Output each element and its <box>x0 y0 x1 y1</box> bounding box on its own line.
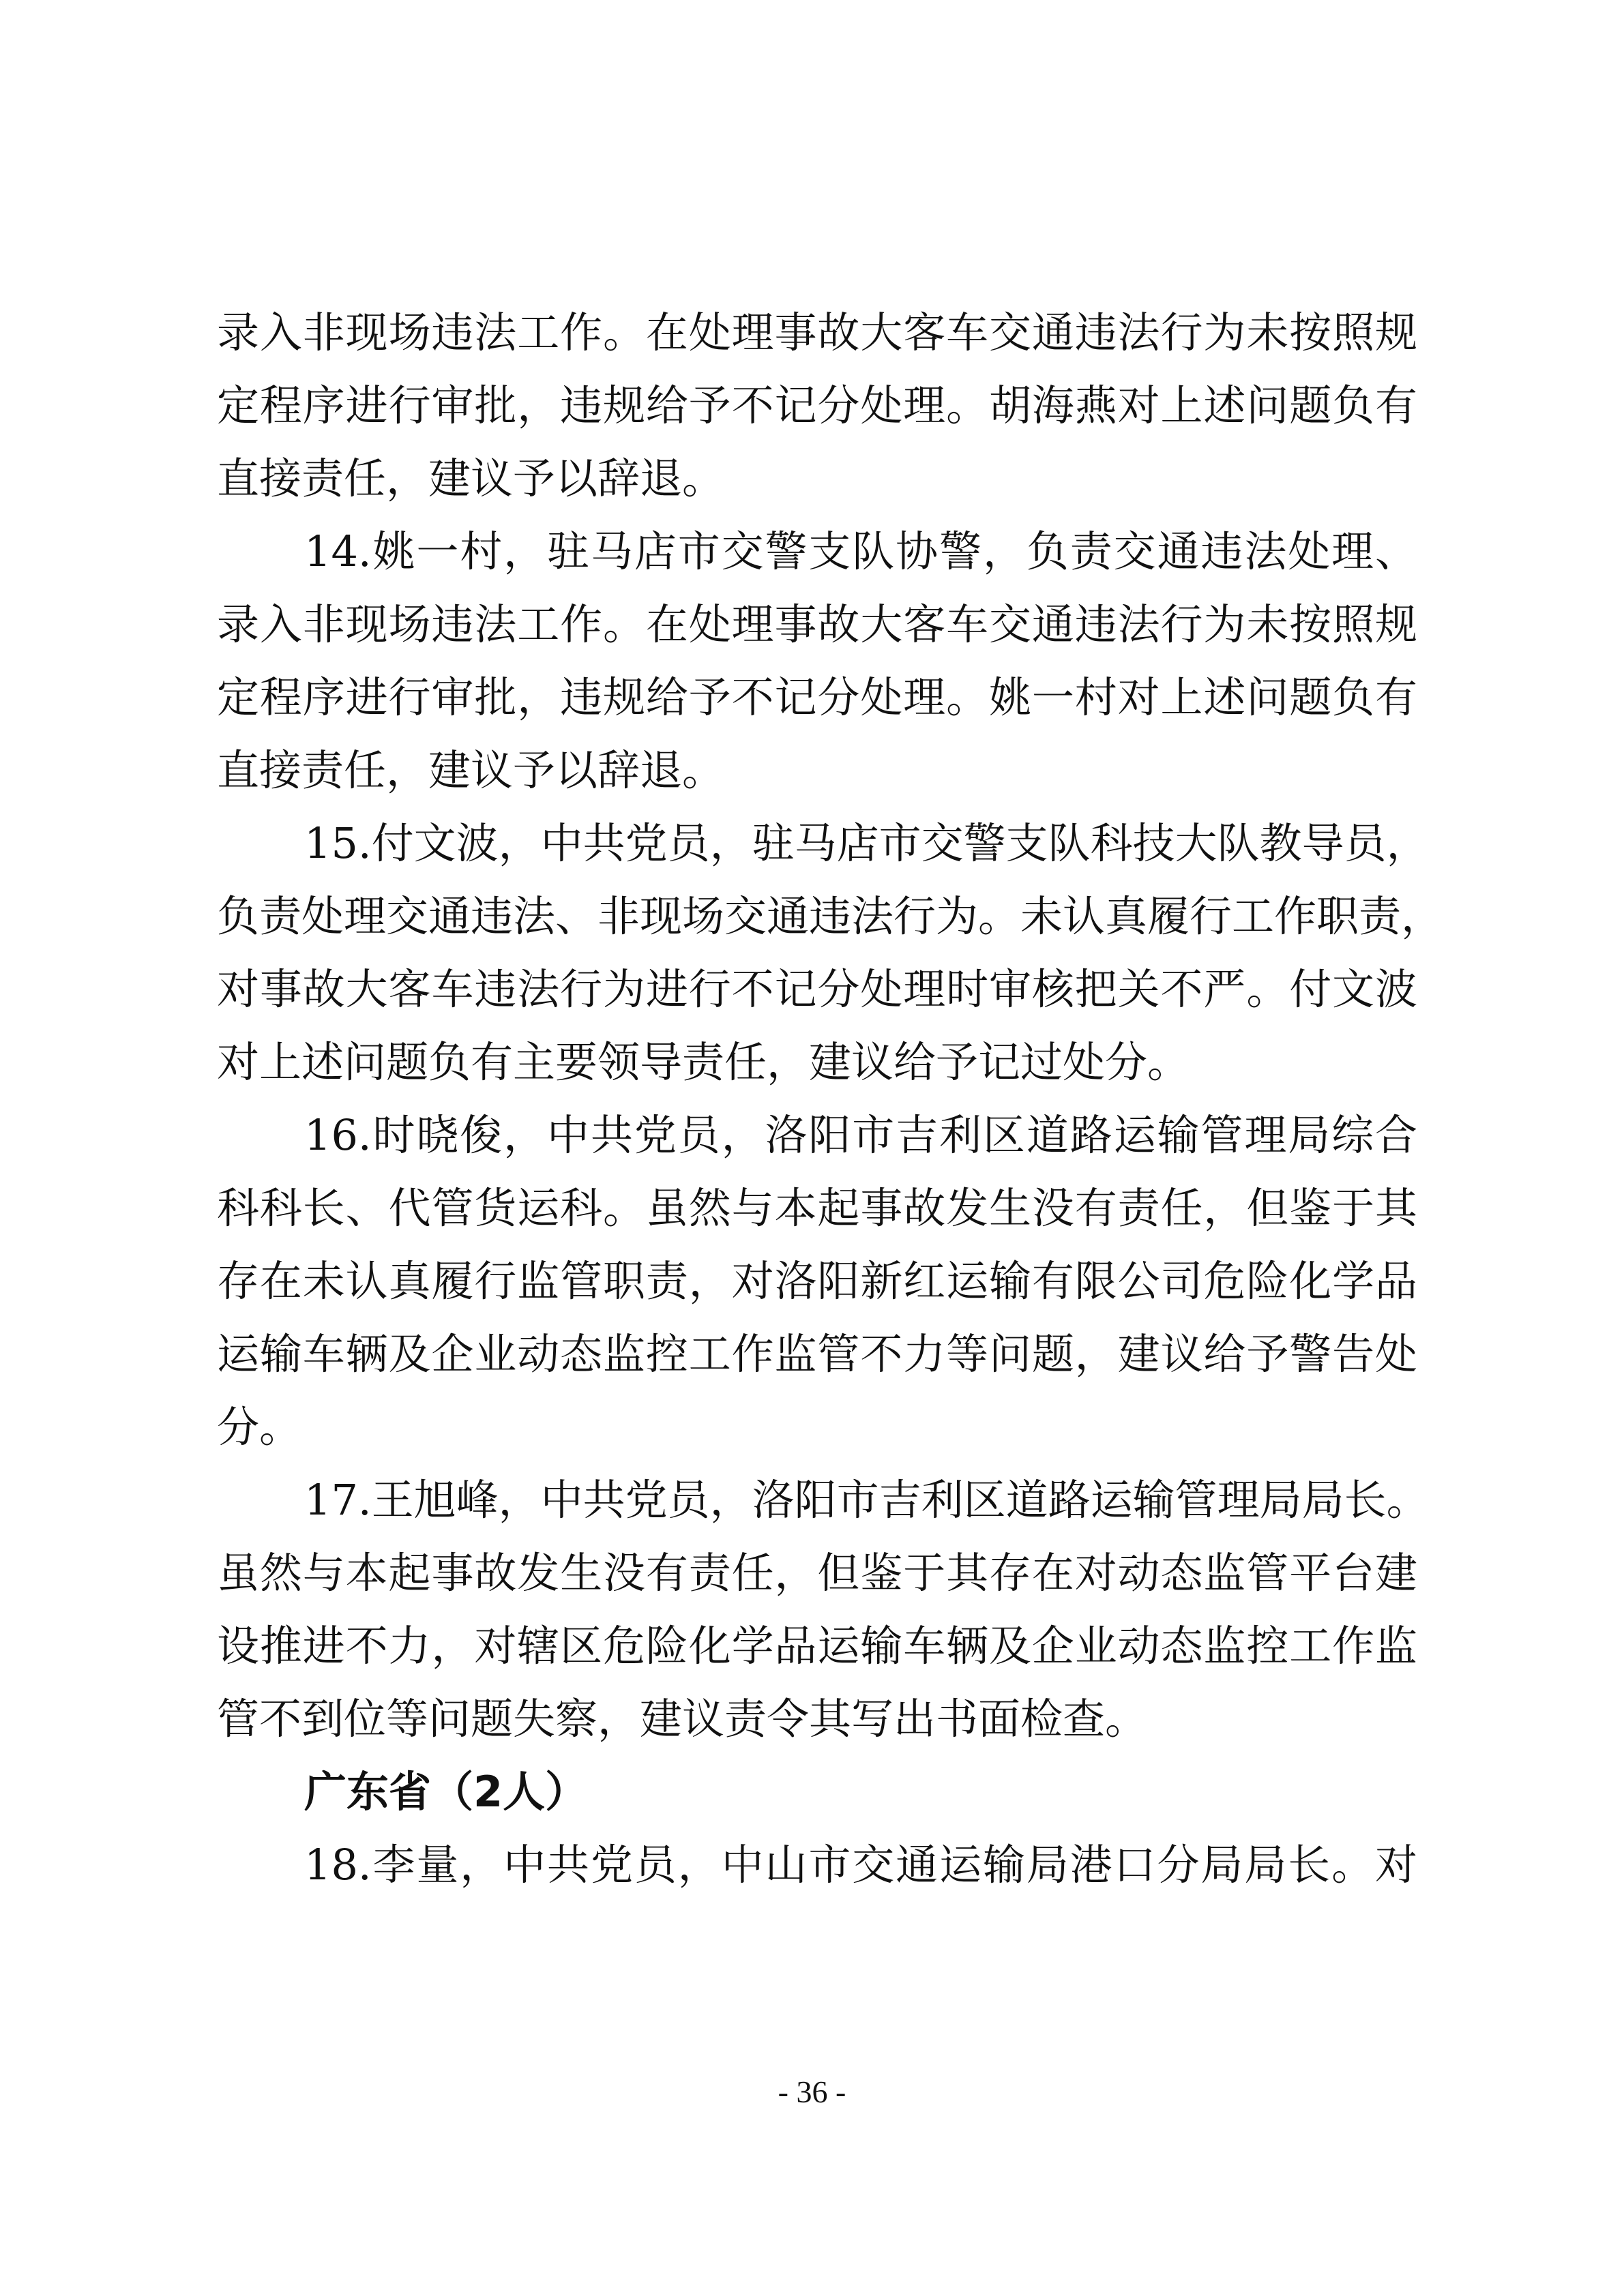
text-line: 设推进不力，对辖区危险化学品运输车辆及企业动态监控工作监 <box>217 1621 1417 1671</box>
text-line: 负责处理交通违法、非现场交通违法行为。未认真履行工作职责， <box>217 891 1444 941</box>
section-heading: 广东省（2人） <box>304 1767 588 1817</box>
paragraph-17-start: 17.王旭峰，中共党员，洛阳市吉利区道路运输管理局局长。 <box>304 1475 1429 1525</box>
text-line: 定程序进行审批，违规给予不记分处理。姚一村对上述问题负有 <box>217 672 1417 722</box>
text-line: 管不到位等问题失察，建议责令其写出书面检查。 <box>217 1694 1148 1744</box>
text-line: 分。 <box>217 1402 302 1452</box>
paragraph-18-start: 18.李量，中共党员，中山市交通运输局港口分局局长。对 <box>304 1840 1417 1890</box>
text-line: 存在未认真履行监管职责，对洛阳新红运输有限公司危险化学品 <box>217 1256 1417 1306</box>
text-line: 对上述问题负有主要领导责任，建议给予记过处分。 <box>217 1037 1190 1087</box>
text-line: 录入非现场违法工作。在处理事故大客车交通违法行为未按照规 <box>217 308 1417 357</box>
paragraph-15-start: 15.付文波，中共党员，驻马店市交警支队科技大队教导员， <box>304 818 1429 868</box>
paragraph-14-start: 14.姚一村，驻马店市交警支队协警，负责交通违法处理、 <box>304 526 1417 576</box>
text-line: 录入非现场违法工作。在处理事故大客车交通违法行为未按照规 <box>217 599 1417 649</box>
text-line: 直接责任，建议予以辞退。 <box>217 453 725 503</box>
text-line: 虽然与本起事故发生没有责任，但鉴于其存在对动态监管平台建 <box>217 1548 1417 1598</box>
page-number: - 36 - <box>778 2074 846 2109</box>
text-line: 定程序进行审批，违规给予不记分处理。胡海燕对上述问题负有 <box>217 381 1417 430</box>
text-line: 直接责任，建议予以辞退。 <box>217 745 725 795</box>
text-line: 科科长、代管货运科。虽然与本起事故发生没有责任，但鉴于其 <box>217 1183 1417 1233</box>
text-line: 对事故大客车违法行为进行不记分处理时审核把关不严。付文波 <box>217 964 1417 1014</box>
paragraph-16-start: 16.时晓俊，中共党员，洛阳市吉利区道路运输管理局综合 <box>304 1110 1417 1160</box>
text-line: 运输车辆及企业动态监控工作监管不力等问题，建议给予警告处 <box>217 1329 1417 1379</box>
